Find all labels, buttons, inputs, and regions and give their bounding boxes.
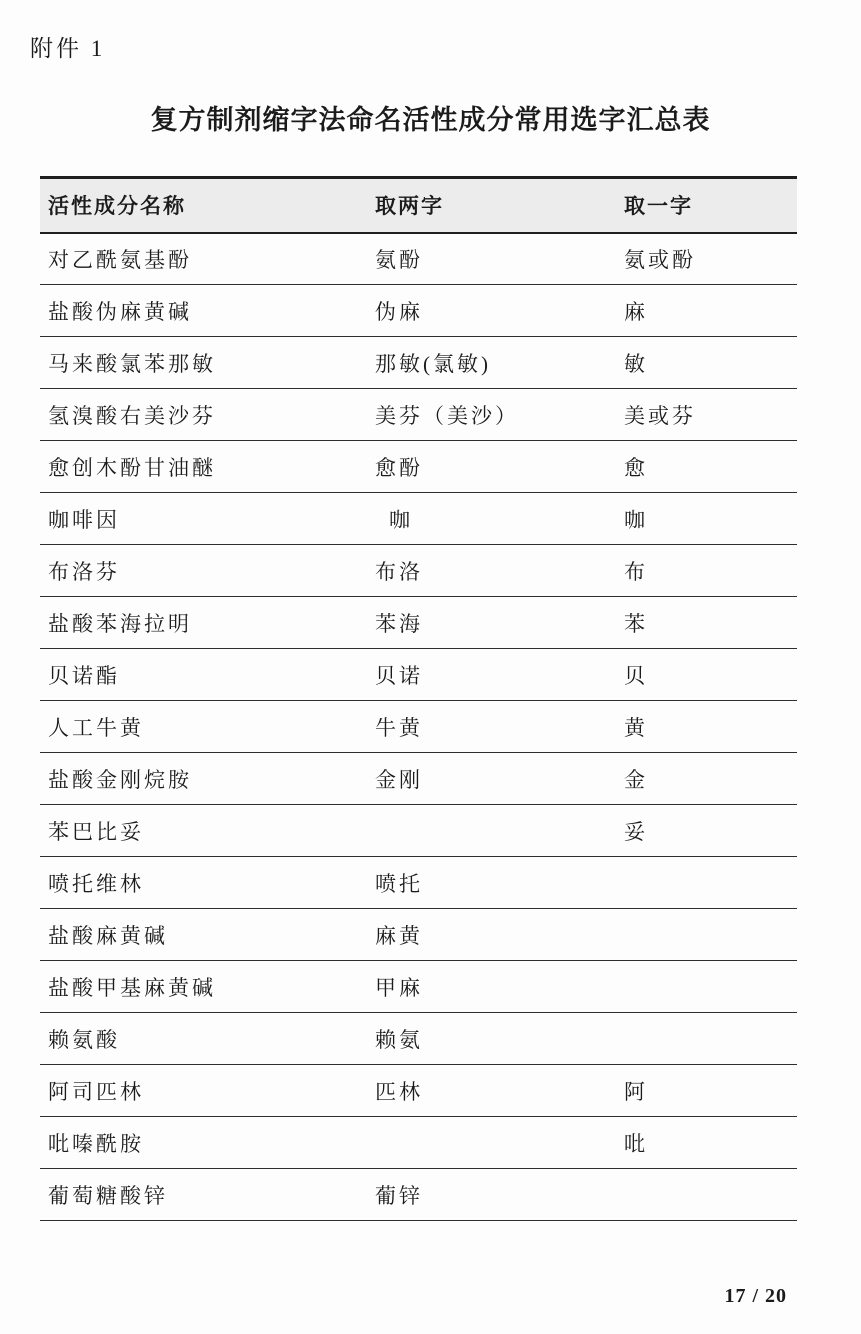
one-char-cell: 麻 <box>624 299 648 324</box>
header-one-character: 取一字 <box>624 194 693 219</box>
table-row <box>40 1117 797 1169</box>
two-char-cell: 布洛 <box>375 559 423 584</box>
table-row <box>40 285 797 337</box>
ingredient-name-cell: 盐酸甲基麻黄碱 <box>48 975 216 1000</box>
ingredient-name-cell: 赖氨酸 <box>48 1027 120 1052</box>
ingredient-name-cell: 吡嗪酰胺 <box>48 1131 144 1156</box>
two-char-cell: 甲麻 <box>375 975 423 1000</box>
one-char-cell <box>624 909 797 961</box>
two-char-cell: 牛黄 <box>375 715 423 740</box>
ingredient-name-cell: 布洛芬 <box>48 559 120 584</box>
two-char-cell <box>375 805 624 857</box>
table-row <box>40 857 797 909</box>
two-char-cell: 喷托 <box>375 871 423 896</box>
two-char-cell: 氨酚 <box>375 247 423 272</box>
one-char-cell <box>624 857 797 909</box>
one-char-cell: 氨或酚 <box>624 247 696 272</box>
table-row <box>40 961 797 1013</box>
one-char-cell: 妥 <box>624 819 648 844</box>
two-char-cell: 赖氨 <box>375 1027 423 1052</box>
two-char-cell: 麻黄 <box>375 923 423 948</box>
table-row <box>40 233 797 285</box>
table-row <box>40 753 797 805</box>
ingredient-name-cell: 阿司匹林 <box>48 1079 144 1104</box>
one-char-cell: 咖 <box>624 507 648 532</box>
one-char-cell: 阿 <box>624 1079 648 1104</box>
one-char-cell <box>624 1013 797 1065</box>
two-char-cell: 伪麻 <box>375 299 423 324</box>
one-char-cell <box>624 961 797 1013</box>
table-row <box>40 1169 797 1221</box>
header-ingredient-name: 活性成分名称 <box>48 194 186 219</box>
one-char-cell: 布 <box>624 559 648 584</box>
attachment-label: 附件 1 <box>30 36 106 61</box>
table-row <box>40 597 797 649</box>
ingredient-name-cell: 咖啡因 <box>48 507 120 532</box>
ingredient-name-cell: 愈创木酚甘油醚 <box>48 455 216 480</box>
one-char-cell: 金 <box>624 767 648 792</box>
table-row <box>40 909 797 961</box>
table-row <box>40 649 797 701</box>
two-char-cell: 那敏(氯敏) <box>375 351 491 376</box>
page-title: 复方制剂缩字法命名活性成分常用选字汇总表 <box>150 105 711 135</box>
ingredient-name-cell: 盐酸麻黄碱 <box>48 923 168 948</box>
table-row <box>40 337 797 389</box>
table-row <box>40 441 797 493</box>
ingredient-name-cell: 苯巴比妥 <box>48 819 144 844</box>
ingredient-name-cell: 氢溴酸右美沙芬 <box>48 403 216 428</box>
two-char-cell: 匹林 <box>375 1079 423 1104</box>
ingredient-name-cell: 盐酸伪麻黄碱 <box>48 299 192 324</box>
two-char-cell: 金刚 <box>375 767 423 792</box>
table-header-row <box>40 178 797 233</box>
page-number: 17 / 20 <box>724 1285 787 1307</box>
ingredient-name-cell: 对乙酰氨基酚 <box>48 247 192 272</box>
ingredient-name-cell: 贝诺酯 <box>48 663 120 688</box>
two-char-cell: 咖 <box>389 507 413 532</box>
two-char-cell: 葡锌 <box>375 1183 423 1208</box>
two-char-cell: 贝诺 <box>375 663 423 688</box>
table-row <box>40 1013 797 1065</box>
table-row <box>40 1065 797 1117</box>
two-char-cell <box>375 1117 624 1169</box>
table-row <box>40 545 797 597</box>
one-char-cell: 贝 <box>624 663 648 688</box>
one-char-cell: 黄 <box>624 715 648 740</box>
ingredient-name-cell: 葡萄糖酸锌 <box>48 1183 168 1208</box>
ingredient-name-cell: 盐酸金刚烷胺 <box>48 767 192 792</box>
ingredient-name-cell: 人工牛黄 <box>48 715 144 740</box>
one-char-cell: 愈 <box>624 455 648 480</box>
table-row <box>40 701 797 753</box>
ingredient-name-cell: 盐酸苯海拉明 <box>48 611 192 636</box>
table-row <box>40 493 797 545</box>
two-char-cell: 苯海 <box>375 611 423 636</box>
one-char-cell: 美或芬 <box>624 403 696 428</box>
header-two-characters: 取两字 <box>375 194 444 219</box>
one-char-cell <box>624 1169 797 1221</box>
ingredient-name-cell: 马来酸氯苯那敏 <box>48 351 216 376</box>
abbreviation-summary-table <box>40 176 797 1221</box>
one-char-cell: 苯 <box>624 611 648 636</box>
table-row <box>40 805 797 857</box>
ingredient-name-cell: 喷托维林 <box>48 871 144 896</box>
one-char-cell: 吡 <box>624 1131 648 1156</box>
two-char-cell: 愈酚 <box>375 455 423 480</box>
table-row <box>40 389 797 441</box>
two-char-cell: 美芬（美沙） <box>375 403 519 428</box>
one-char-cell: 敏 <box>624 351 648 376</box>
